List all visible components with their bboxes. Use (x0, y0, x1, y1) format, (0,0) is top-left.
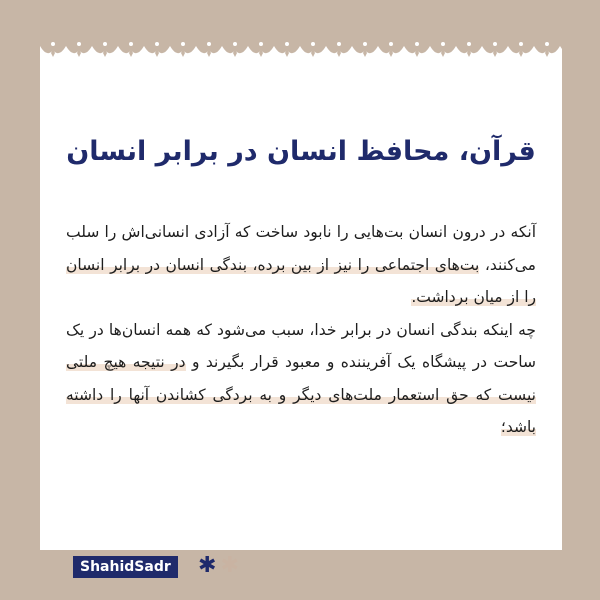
paragraph-1-highlight: بت‌های اجتماعی را نیز از بین برده، بندگی انسان در برابر انسان را از میان برداشت. (66, 255, 536, 306)
paragraph-1-part-1: آنکه در درون انسان بت‌هایی را نابود ساخت که آزادی انسانی‌اش را سلب می‌کنند، (66, 223, 536, 274)
decor-stars (198, 552, 239, 580)
paragraph-2-part-1: چه اینکه بندگی انسان در برابر خدا، سبب می‌شود که همه انسان‌ها در یک ساحت در پیشگاه یک آفریننده و معبود قرار بگیرند و (66, 320, 536, 371)
paragraph-2-highlight: در نتیجه هیچ ملتی نیست که حق استعمار ملت‌های دیگر و به بردگی کشاندن آنها را داشته باشد؛ (66, 353, 536, 436)
article-body (66, 216, 536, 444)
lace-border-ornament (40, 40, 562, 62)
brand-label: ShahidSadr (73, 556, 178, 578)
asterisk-icon-light: ✱ (220, 553, 239, 578)
paragraph-2 (66, 314, 536, 444)
page-title: قرآن، محافظ انسان در برابر انسان (66, 136, 536, 167)
asterisk-icon: ✱ (198, 553, 217, 578)
paragraph-1 (66, 216, 536, 314)
content-card (40, 40, 562, 578)
